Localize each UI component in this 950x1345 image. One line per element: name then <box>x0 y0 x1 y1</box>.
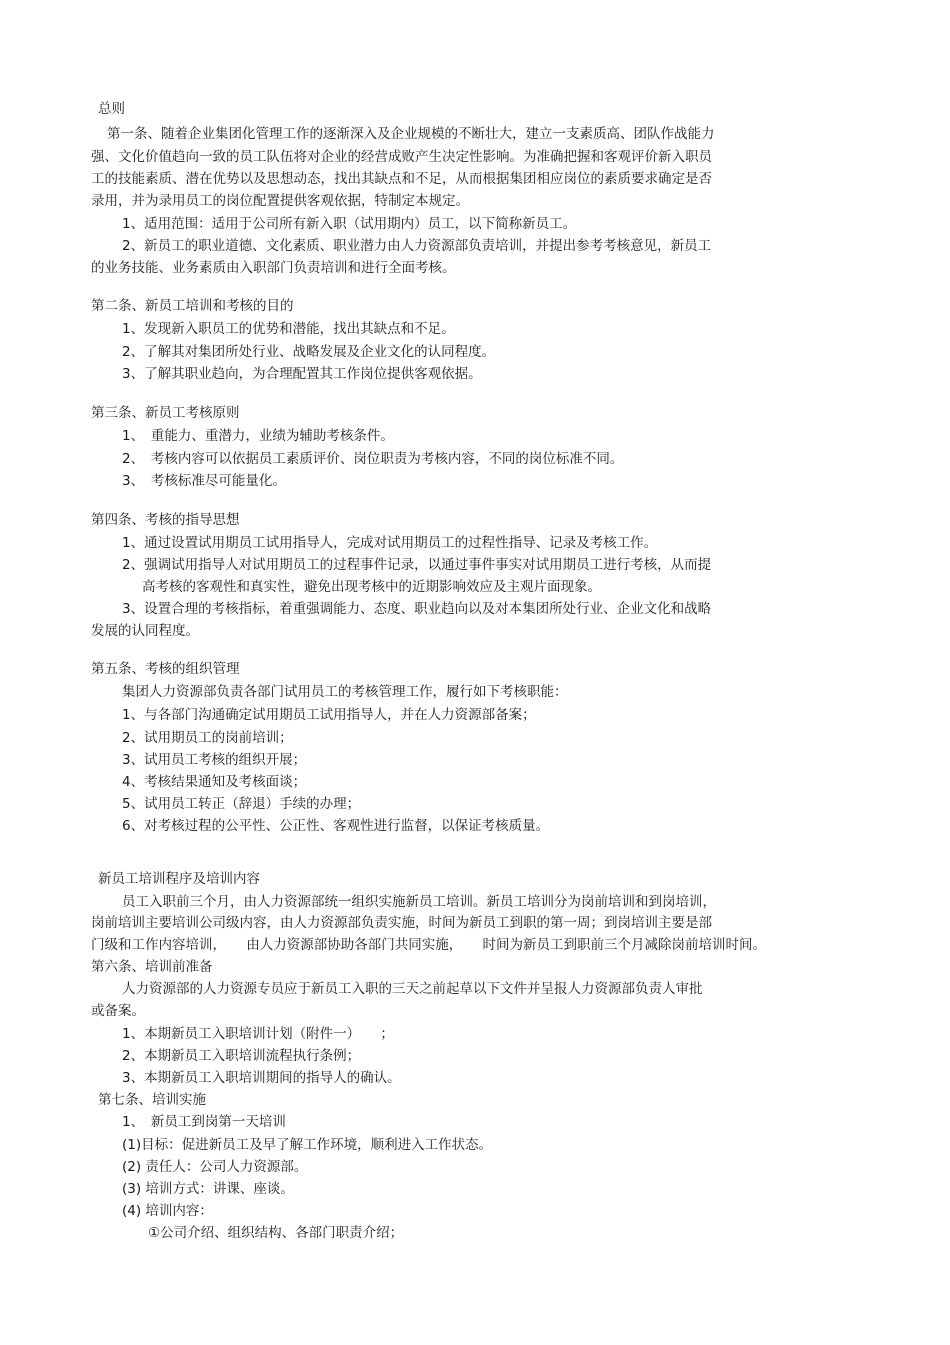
list-item: 5、试用员工转正（辞退）手续的办理； <box>122 796 361 812</box>
paragraph-line: 岗前培训主要培训公司级内容，由人力资源部负责实施，时间为新员工到职的第一周；到岗培训主要是部 <box>91 915 712 931</box>
article-heading: 第五条、考核的组织管理 <box>91 661 240 677</box>
list-item: (3) 培训方式：讲课、座谈。 <box>122 1181 294 1197</box>
paragraph-line: 强、文化价值趋向一致的员工队伍将对企业的经营成败产生决定性影响。为准确把握和客观评价新入职员 <box>91 149 712 165</box>
paragraph-line: 的业务技能、业务素质由入职部门负责培训和进行全面考核。 <box>91 260 456 276</box>
paragraph-line: 或备案。 <box>91 1003 145 1019</box>
list-item: 2、了解其对集团所处行业、战略发展及企业文化的认同程度。 <box>122 344 496 360</box>
article-heading: 第七条、培训实施 <box>98 1092 206 1108</box>
article-heading: 第四条、考核的指导思想 <box>91 512 240 528</box>
list-item: 3、设置合理的考核指标，着重强调能力、态度、职业趋向以及对本集团所处行业、企业文化和战略 <box>122 601 712 617</box>
list-item: 3、了解其职业趋向，为合理配置其工作岗位提供客观依据。 <box>122 366 482 382</box>
article-heading: 第二条、新员工培训和考核的目的 <box>91 298 294 314</box>
paragraph-line: 门级和工作内容培训， 由人力资源部协助各部门共同实施， 时间为新员工到职前三个月减除岗前培训时间。 <box>91 937 766 953</box>
list-item: 1、适用范围：适用于公司所有新入职（试用期内）员工，以下简称新员工。 <box>122 216 577 232</box>
paragraph-line: 发展的认同程度。 <box>91 623 199 639</box>
paragraph-line: 录用，并为录用员工的岗位配置提供客观依据，特制定本规定。 <box>91 193 469 209</box>
paragraph-line: 第一条、随着企业集团化管理工作的逐渐深入及企业规模的不断壮大，建立一支素质高、团队作战能力 <box>107 126 715 142</box>
list-item-continued: 高考核的客观性和真实性，避免出现考核中的近期影响效应及主观片面现象。 <box>142 579 601 595</box>
list-subitem: ①公司介绍、组织结构、各部门职责介绍； <box>148 1225 404 1241</box>
article-heading: 第三条、新员工考核原则 <box>91 405 240 421</box>
list-item: (4) 培训内容： <box>122 1203 213 1219</box>
paragraph-line: 员工入职前三个月，由人力资源部统一组织实施新员工培训。新员工培训分为岗前培训和到岗培训， <box>122 894 716 910</box>
list-item: 4、考核结果通知及考核面谈； <box>122 774 307 790</box>
list-item: 1、通过设置试用期员工试用指导人，完成对试用期员工的过程性指导、记录及考核工作。 <box>122 535 658 551</box>
paragraph-line: 人力资源部的人力资源专员应于新员工入职的三天之前起草以下文件并呈报人力资源部负责人审批 <box>122 981 703 997</box>
list-item: 2、试用期员工的岗前培训； <box>122 730 293 746</box>
list-item: 1、与各部门沟通确定试用期员工试用指导人，并在人力资源部备案； <box>122 707 536 723</box>
list-item: 1、 新员工到岗第一天培训 <box>122 1114 286 1130</box>
list-item: (1)目标：促进新员工及早了解工作环境，顺利进入工作状态。 <box>122 1137 493 1153</box>
list-item: 1、 重能力、重潜力，业绩为辅助考核条件。 <box>122 428 394 444</box>
list-item: 2、本期新员工入职培训流程执行条例； <box>122 1048 361 1064</box>
list-item: 2、 考核内容可以依据员工素质评价、岗位职责为考核内容，不同的岗位标准不同。 <box>122 451 624 467</box>
section-heading-general: 总则 <box>98 101 125 117</box>
list-item: 1、发现新入职员工的优势和潜能，找出其缺点和不足。 <box>122 321 455 337</box>
list-item: 1、本期新员工入职培训计划（附件一） ； <box>122 1026 394 1042</box>
paragraph-line: 集团人力资源部负责各部门试用员工的考核管理工作，履行如下考核职能： <box>122 684 568 700</box>
list-item: 3、 考核标准尽可能量化。 <box>122 473 286 489</box>
article-heading: 第六条、培训前准备 <box>91 959 213 975</box>
list-item: (2) 责任人：公司人力资源部。 <box>122 1159 308 1175</box>
list-item: 3、试用员工考核的组织开展； <box>122 752 307 768</box>
paragraph-line: 工的技能素质、潜在优势以及思想动态，找出其缺点和不足，从而根据集团相应岗位的素质要求确定是否 <box>91 171 712 187</box>
list-item: 6、对考核过程的公平性、公正性、客观性进行监督，以保证考核质量。 <box>122 818 550 834</box>
list-item: 3、本期新员工入职培训期间的指导人的确认。 <box>122 1070 401 1086</box>
list-item: 2、新员工的职业道德、文化素质、职业潜力由人力资源部负责培训，并提出参考考核意见，新员工 <box>122 238 712 254</box>
list-item: 2、强调试用指导人对试用期员工的过程事件记录，以通过事件事实对试用期员工进行考核，从而提 <box>122 557 712 573</box>
section-heading-training: 新员工培训程序及培训内容 <box>98 871 260 887</box>
